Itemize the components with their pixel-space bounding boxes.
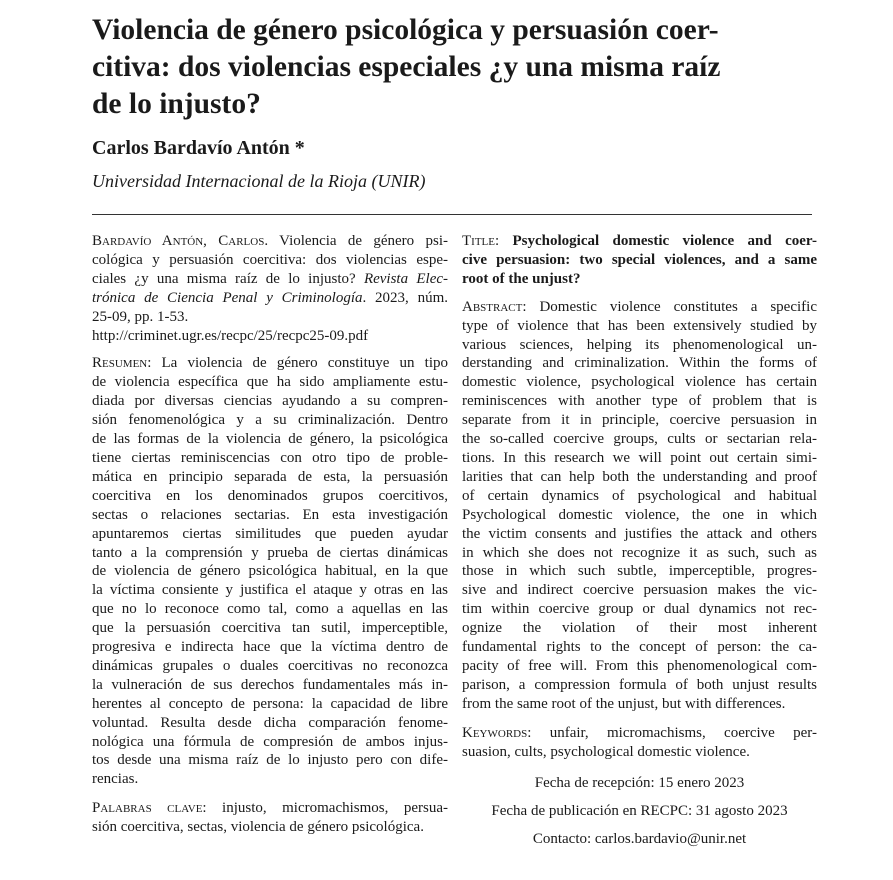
- abstract-line: in which she does not recognize it as such, such as: [462, 544, 817, 561]
- citation-text: cológica y persuasión coercitiva: dos violencias espe-: [92, 251, 448, 268]
- palabras-clave-label: Palabras clave:: [92, 800, 207, 817]
- resumen-line: diada por diversas ciencias ayudando a su compren-: [92, 393, 448, 410]
- citation-url[interactable]: http://criminet.ugr.es/recpc/25/recpc25-09.pdf: [92, 327, 369, 344]
- citation-journal: trónica de Ciencia Penal y Criminología: [92, 289, 363, 306]
- abstract-line: pacity of free will. From this phenomenological com-: [462, 657, 817, 674]
- resumen-block: [92, 354, 448, 789]
- contact-email[interactable]: Contacto: carlos.bardavio@unir.net: [532, 831, 747, 848]
- abstract-line: from the same root of the unjust, but with differences.: [462, 695, 786, 712]
- abstract-line: reminiscences with another type of problem that is: [462, 393, 817, 410]
- title-en-text: root of the unjust?: [462, 270, 581, 287]
- resumen-text: La violencia de género constituye un tipo: [151, 355, 448, 372]
- resumen-line: apuntaremos ciertas similitudes que pueden ayudar: [92, 525, 448, 542]
- article-title: [92, 12, 822, 123]
- palabras-clave-block: [92, 799, 448, 837]
- resumen-line: sectas o relaciones sectarias. En esta investigación: [92, 506, 448, 523]
- abstract-line: tim within coercive group or dual dynamics not rec-: [462, 601, 817, 618]
- author-name: Carlos Bardavío Antón *: [92, 137, 305, 159]
- abstract-line: derstanding and criminalization. Within the forms of: [462, 355, 817, 372]
- resumen-line: de las formas de la violencia de género, la psicológica: [92, 431, 448, 448]
- abstract-line: parison, a compression formula of both unjust results: [462, 676, 817, 693]
- abstract-line: various sciences, helping its phenomenological un-: [462, 336, 817, 353]
- resumen-line: la vulneración de sus derechos fundamentales más in-: [92, 676, 448, 693]
- abstract-line: tions. In this research we will point out certain simi-: [462, 449, 817, 466]
- resumen-line: la víctima consiente y justifica el ataque y otras en las: [92, 582, 448, 599]
- title-line: citiva: dos violencias especiales ¿y una misma raíz: [92, 51, 721, 83]
- received-date: Fecha de recepción: 15 enero 2023: [534, 775, 745, 792]
- author-affiliation: Universidad Internacional de la Rioja (UNIR): [92, 171, 426, 191]
- keywords-text: unfair, micromachisms, coercive per-: [531, 724, 817, 741]
- abstract-line: larities that can help both the understanding and proof: [462, 468, 817, 485]
- palabras-clave-text: injusto, micromachismos, persua-: [206, 800, 448, 817]
- abstract-line: domestic violence, psychological violence has certain: [462, 374, 817, 391]
- abstract-text: Domestic violence constitutes a specific: [526, 298, 817, 315]
- abstract-line: the victim consents and justifies the attack and others: [462, 525, 817, 542]
- left-column: [92, 232, 448, 846]
- resumen-line: que no lo reconoce como tal, como a aquellas en las: [92, 601, 448, 618]
- citation-text: Violencia de género psi-: [268, 233, 449, 249]
- citation-block: [92, 232, 448, 345]
- title-en-block: [462, 232, 817, 289]
- citation-author: Bardavío Antón, Carlos.: [92, 233, 269, 249]
- title-line: Violencia de género psicológica y persuasión coer-: [92, 14, 719, 46]
- abstract-line: Psychological domestic violence, the one in which: [462, 506, 817, 523]
- abstract-line: separate from it in principle, coercive persuasion in: [462, 412, 817, 429]
- abstract-line: ognize the violation of their most inherent: [462, 620, 817, 637]
- abstract-line: sive and indirect coercive persuasion makes the vic-: [462, 582, 817, 599]
- title-line: de lo injusto?: [92, 88, 261, 120]
- citation-pages: 25-09, pp. 1-53.: [92, 308, 189, 325]
- abstract-line: type of violence that has been extensively studied by: [462, 317, 817, 334]
- title-en-text: Psychological domestic violence and coer-: [499, 233, 817, 249]
- keywords-text: suasion, cults, psychological domestic violence.: [462, 743, 750, 760]
- resumen-line: voluntad. Resulta desde dicha comparación fenome-: [92, 714, 448, 731]
- abstract-line: those in which such subtle, imperceptible, progres-: [462, 563, 817, 580]
- resumen-line: sión fenomenológica y a su criminalización. Dentro: [92, 412, 448, 429]
- keywords-block: [462, 724, 817, 762]
- resumen-line: tanto a la comprensión y prueba de ciertas dinámicas: [92, 544, 448, 561]
- abstract-line: fundamental rights to the concept of person: the ca-: [462, 639, 817, 656]
- dates-block: [462, 774, 817, 849]
- citation-journal: Revista Elec-: [363, 270, 448, 287]
- palabras-clave-text: sión coercitiva, sectas, violencia de género psicológica.: [92, 819, 424, 836]
- abstract-line: the so-called coercive groups, cults or sectarian rela-: [462, 431, 817, 448]
- resumen-line: que la persuasión coercitiva tan sutil, imperceptible,: [92, 620, 448, 637]
- abstract-line: of certain dynamics of psychological and habitual: [462, 487, 817, 504]
- resumen-line: mática en principio separada de esta, la persuasión: [92, 468, 448, 485]
- citation-text: . 2023, núm.: [362, 289, 449, 306]
- resumen-label: Resumen:: [92, 355, 152, 372]
- citation-text: ciales ¿y una misma raíz de lo injusto?: [92, 270, 364, 287]
- header-divider: [92, 214, 812, 215]
- resumen-line: de violencia específica que ha sido ampliamente estu-: [92, 374, 448, 391]
- abstract-block: [462, 298, 817, 714]
- resumen-line: tiene ciertas reminiscencias con otro tipo de proble-: [92, 449, 448, 466]
- resumen-line: dinámicas grupales o duales coercitivas no reconozca: [92, 657, 448, 674]
- resumen-line: de violencia de género psicológica habitual, en la que: [92, 563, 448, 580]
- resumen-line: coercitiva en los denominados grupos coercitivos,: [92, 487, 448, 504]
- abstract-label: Abstract:: [462, 298, 527, 315]
- resumen-line: progresiva e indirecta hace que la víctima dentro de: [92, 639, 448, 656]
- resumen-line: herentes al concepto de persona: la capacidad de libre: [92, 695, 448, 712]
- title-en-label: Title:: [462, 233, 500, 249]
- title-en-text: cive persuasion: two special violences, and a same: [462, 251, 817, 268]
- resumen-line: rencias.: [92, 771, 139, 788]
- resumen-line: nológica una fórmula de compresión de ambos injus-: [92, 733, 448, 750]
- published-date: Fecha de publicación en RECPC: 31 agosto 2023: [491, 803, 788, 820]
- keywords-label: Keywords:: [462, 724, 532, 741]
- resumen-line: tos desde una misma raíz de lo injusto pero con dife-: [92, 752, 448, 769]
- right-column: [462, 232, 817, 858]
